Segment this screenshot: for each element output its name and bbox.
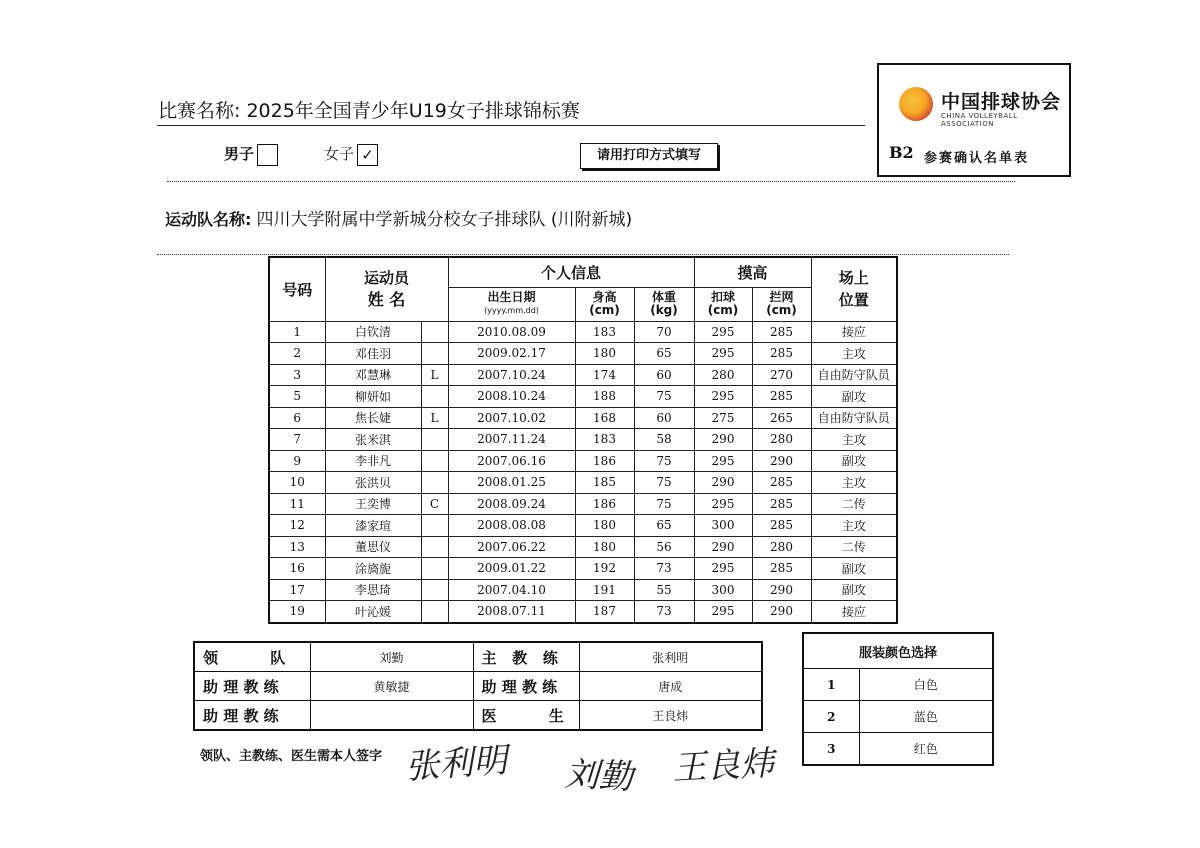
head-coach-label: 主 教 练 <box>473 642 579 672</box>
signature-doctor[interactable]: 王良炜 <box>671 743 776 789</box>
cell-spike[interactable]: 300 <box>694 579 752 601</box>
cell-name[interactable]: 张洪贝 <box>325 472 421 494</box>
header-spike-unit: (cm) <box>707 303 739 317</box>
header-athlete-line2: 姓 名 <box>367 290 406 310</box>
cell-no[interactable]: 19 <box>269 601 325 623</box>
cell-dob[interactable]: 2008.01.25 <box>448 472 575 494</box>
cell-name[interactable]: 邓慧琳 <box>325 364 421 386</box>
cell-pos[interactable]: 二传 <box>811 536 897 558</box>
header-personal-info: 个人信息 <box>448 257 694 287</box>
cell-no[interactable]: 6 <box>269 407 325 429</box>
uniform-option-1-color[interactable]: 白色 <box>859 669 993 701</box>
cell-no[interactable]: 7 <box>269 429 325 451</box>
signature-leader[interactable]: 刘勤 <box>563 754 634 798</box>
cell-weight[interactable]: 58 <box>634 429 694 451</box>
cell-dob[interactable]: 2007.06.16 <box>448 450 575 472</box>
cell-name[interactable]: 李非凡 <box>325 450 421 472</box>
table-row <box>269 601 897 623</box>
female-option <box>324 143 378 166</box>
cell-tag[interactable]: L <box>421 407 448 429</box>
cell-weight[interactable]: 60 <box>634 364 694 386</box>
uniform-option-3-no: 3 <box>803 733 859 766</box>
female-checkbox[interactable]: ✓ <box>357 144 378 166</box>
header-weight-label: 体重 <box>651 290 676 304</box>
cell-name[interactable]: 漆家瑄 <box>325 515 421 537</box>
form-title: 参赛确认名单表 <box>924 151 1030 166</box>
cell-block[interactable]: 265 <box>752 407 811 429</box>
cell-tag[interactable]: C <box>421 493 448 515</box>
assistant-coach-3-value[interactable] <box>310 701 473 731</box>
table-row <box>269 515 897 537</box>
uniform-option-2-color[interactable]: 蓝色 <box>859 701 993 733</box>
cell-height[interactable]: 180 <box>575 536 634 558</box>
cell-spike[interactable]: 295 <box>694 558 752 580</box>
cell-no[interactable]: 13 <box>269 536 325 558</box>
cell-spike[interactable]: 290 <box>694 472 752 494</box>
cell-weight[interactable]: 73 <box>634 558 694 580</box>
header-dob-label: 出生日期 <box>487 290 536 304</box>
header-height-unit: (cm) <box>589 303 620 317</box>
cell-dob[interactable]: 2007.10.02 <box>448 407 575 429</box>
cell-pos[interactable]: 自由防守队员 <box>811 407 897 429</box>
team-name: 四川大学附属中学新城分校女子排球队 (川附新城) <box>256 210 633 230</box>
cell-dob[interactable]: 2007.06.22 <box>448 536 575 558</box>
cell-weight[interactable]: 65 <box>634 343 694 365</box>
cell-weight[interactable]: 65 <box>634 515 694 537</box>
uniform-color-title: 服装颜色选择 <box>803 633 993 669</box>
cell-pos[interactable]: 副攻 <box>811 450 897 472</box>
cell-block[interactable]: 285 <box>752 343 811 365</box>
cell-height[interactable]: 183 <box>575 321 634 343</box>
cell-spike[interactable]: 295 <box>694 450 752 472</box>
cell-dob[interactable]: 2010.08.09 <box>448 321 575 343</box>
header-athlete <box>325 257 448 321</box>
association-title: 中国排球协会 <box>941 91 1062 113</box>
cell-name[interactable]: 柳妍如 <box>325 386 421 408</box>
cell-dob[interactable]: 2007.11.24 <box>448 429 575 451</box>
cell-no[interactable]: 12 <box>269 515 325 537</box>
volleyball-logo-icon <box>899 87 933 121</box>
header-block-label: 拦网 <box>769 290 794 304</box>
uniform-option-3-color[interactable]: 红色 <box>859 733 993 766</box>
header-athlete-line1: 运动员 <box>363 269 409 288</box>
header-spike <box>694 287 752 321</box>
header-block-unit: (cm) <box>766 303 797 317</box>
cell-name[interactable]: 邓佳羽 <box>325 343 421 365</box>
cell-weight[interactable]: 75 <box>634 450 694 472</box>
header-number: 号码 <box>269 257 325 321</box>
doctor-label: 医 生 <box>473 701 579 731</box>
cell-spike[interactable]: 290 <box>694 536 752 558</box>
cell-height[interactable]: 188 <box>575 386 634 408</box>
cell-pos[interactable]: 二传 <box>811 493 897 515</box>
cell-tag[interactable] <box>421 386 448 408</box>
cell-no[interactable]: 11 <box>269 493 325 515</box>
cell-name[interactable]: 王奕博 <box>325 493 421 515</box>
header-block <box>752 287 811 321</box>
cell-tag[interactable]: L <box>421 364 448 386</box>
table-row <box>269 429 897 451</box>
cell-block[interactable]: 290 <box>752 601 811 623</box>
cell-height[interactable]: 183 <box>575 429 634 451</box>
cell-block[interactable]: 285 <box>752 558 811 580</box>
cell-pos[interactable]: 自由防守队员 <box>811 364 897 386</box>
cell-weight[interactable]: 70 <box>634 321 694 343</box>
leader-label: 领 队 <box>194 642 310 672</box>
table-row <box>269 343 897 365</box>
cell-tag[interactable] <box>421 515 448 537</box>
cell-tag[interactable] <box>421 429 448 451</box>
cell-block[interactable]: 285 <box>752 493 811 515</box>
table-row <box>269 579 897 601</box>
cell-block[interactable]: 285 <box>752 386 811 408</box>
assistant-coach-3-label: 助 理 教 练 <box>194 701 310 731</box>
signature-head-coach[interactable]: 张利明 <box>403 740 509 788</box>
cell-weight[interactable]: 75 <box>634 386 694 408</box>
cell-weight[interactable]: 75 <box>634 472 694 494</box>
cell-no[interactable]: 3 <box>269 364 325 386</box>
cell-block[interactable]: 290 <box>752 579 811 601</box>
cell-tag[interactable] <box>421 343 448 365</box>
cell-height[interactable]: 191 <box>575 579 634 601</box>
cell-block[interactable]: 290 <box>752 450 811 472</box>
header-weight-unit: (kg) <box>650 303 678 317</box>
cell-no[interactable]: 16 <box>269 558 325 580</box>
cell-pos[interactable]: 接应 <box>811 321 897 343</box>
cell-weight[interactable]: 60 <box>634 407 694 429</box>
cell-height[interactable]: 174 <box>575 364 634 386</box>
signature-label: 领队、主教练、医生需本人签字 <box>200 749 383 764</box>
print-notice: 请用打印方式填写 <box>580 143 718 169</box>
cell-dob[interactable]: 2009.02.17 <box>448 343 575 365</box>
cell-name[interactable]: 张米淇 <box>325 429 421 451</box>
cell-name[interactable]: 董思仪 <box>325 536 421 558</box>
cell-dob[interactable]: 2008.07.11 <box>448 601 575 623</box>
header-dob <box>448 287 575 321</box>
cell-name[interactable]: 李思琦 <box>325 579 421 601</box>
cell-spike[interactable]: 295 <box>694 386 752 408</box>
divider-dotted-1 <box>167 181 1015 182</box>
header-height-label: 身高 <box>592 290 617 304</box>
table-row <box>269 536 897 558</box>
table-row <box>269 450 897 472</box>
cell-pos[interactable]: 主攻 <box>811 343 897 365</box>
team-label: 运动队名称: <box>165 210 252 229</box>
cell-height[interactable]: 187 <box>575 601 634 623</box>
cell-no[interactable]: 5 <box>269 386 325 408</box>
cell-pos[interactable]: 副攻 <box>811 386 897 408</box>
header-position-line1: 场上 <box>838 269 869 288</box>
table-row <box>269 472 897 494</box>
cell-spike[interactable]: 275 <box>694 407 752 429</box>
cell-dob[interactable]: 2008.09.24 <box>448 493 575 515</box>
cell-spike[interactable]: 295 <box>694 601 752 623</box>
cell-name[interactable]: 白钦清 <box>325 321 421 343</box>
assistant-coach-1-value[interactable]: 黄敏捷 <box>310 672 473 701</box>
table-row <box>269 558 897 580</box>
cell-tag[interactable] <box>421 601 448 623</box>
cell-spike[interactable]: 295 <box>694 343 752 365</box>
assistant-coach-2-value[interactable]: 唐成 <box>579 672 762 701</box>
uniform-option-1-no: 1 <box>803 669 859 701</box>
form-code: B2 <box>889 143 914 162</box>
header-dob-format: (yyyy.mm.dd) <box>484 306 539 315</box>
cell-block[interactable]: 280 <box>752 536 811 558</box>
cell-pos[interactable]: 主攻 <box>811 429 897 451</box>
cell-height[interactable]: 180 <box>575 515 634 537</box>
cell-spike[interactable]: 280 <box>694 364 752 386</box>
cell-tag[interactable] <box>421 450 448 472</box>
cell-pos[interactable]: 接应 <box>811 601 897 623</box>
cell-height[interactable]: 186 <box>575 493 634 515</box>
cell-weight[interactable]: 56 <box>634 536 694 558</box>
cell-weight[interactable]: 55 <box>634 579 694 601</box>
cell-spike[interactable]: 290 <box>694 429 752 451</box>
cell-height[interactable]: 168 <box>575 407 634 429</box>
cell-height[interactable]: 185 <box>575 472 634 494</box>
cell-no[interactable]: 2 <box>269 343 325 365</box>
cell-weight[interactable]: 73 <box>634 601 694 623</box>
cell-no[interactable]: 1 <box>269 321 325 343</box>
cell-no[interactable]: 17 <box>269 579 325 601</box>
staff-table <box>193 641 763 731</box>
cell-dob[interactable]: 2008.08.08 <box>448 515 575 537</box>
table-row <box>269 493 897 515</box>
uniform-color-table <box>802 632 994 766</box>
cell-height[interactable]: 186 <box>575 450 634 472</box>
cell-no[interactable]: 9 <box>269 450 325 472</box>
cell-spike[interactable]: 295 <box>694 493 752 515</box>
cell-spike[interactable]: 300 <box>694 515 752 537</box>
cell-name[interactable]: 涂旖旎 <box>325 558 421 580</box>
cell-block[interactable]: 280 <box>752 429 811 451</box>
team-row <box>165 205 632 230</box>
male-label: 男子 <box>224 145 255 163</box>
roster-body <box>269 321 897 623</box>
cell-block[interactable]: 285 <box>752 472 811 494</box>
assistant-coach-2-label: 助 理 教 练 <box>473 672 579 701</box>
roster-table <box>268 256 898 624</box>
cell-height[interactable]: 180 <box>575 343 634 365</box>
cell-tag[interactable] <box>421 536 448 558</box>
cell-pos[interactable]: 主攻 <box>811 472 897 494</box>
leader-value[interactable]: 刘勤 <box>310 642 473 672</box>
cell-dob[interactable]: 2007.04.10 <box>448 579 575 601</box>
cell-name[interactable]: 叶沁媛 <box>325 601 421 623</box>
match-label: 比赛名称: <box>158 100 241 122</box>
cell-name[interactable]: 焦长婕 <box>325 407 421 429</box>
cell-spike[interactable]: 295 <box>694 321 752 343</box>
cell-pos[interactable]: 副攻 <box>811 558 897 580</box>
cell-pos[interactable]: 主攻 <box>811 515 897 537</box>
cell-dob[interactable]: 2009.01.22 <box>448 558 575 580</box>
cell-height[interactable]: 192 <box>575 558 634 580</box>
match-underline <box>157 125 865 126</box>
cell-weight[interactable]: 75 <box>634 493 694 515</box>
header-spike-label: 扣球 <box>710 290 735 304</box>
association-logo-box <box>877 63 1071 177</box>
cell-block[interactable]: 285 <box>752 515 811 537</box>
cell-no[interactable]: 10 <box>269 472 325 494</box>
table-row <box>269 407 897 429</box>
header-position-line2: 位置 <box>838 291 869 310</box>
cell-tag[interactable] <box>421 321 448 343</box>
divider-dotted-2 <box>157 254 1009 255</box>
header-weight <box>634 287 694 321</box>
association-subtitle: CHINA VOLLEYBALL ASSOCIATION <box>941 112 1018 128</box>
cell-dob[interactable]: 2008.10.24 <box>448 386 575 408</box>
uniform-option-2-no: 2 <box>803 701 859 733</box>
head-coach-value[interactable]: 张利明 <box>579 642 762 672</box>
cell-tag[interactable] <box>421 472 448 494</box>
match-name: 2025年全国青少年U19女子排球锦标赛 <box>246 100 580 122</box>
cell-pos[interactable]: 副攻 <box>811 579 897 601</box>
header-reach: 摸高 <box>694 257 811 287</box>
female-label: 女子 <box>324 145 355 163</box>
male-option <box>224 143 278 166</box>
cell-block[interactable]: 270 <box>752 364 811 386</box>
header-height <box>575 287 634 321</box>
table-row <box>269 321 897 343</box>
match-name-row <box>158 96 580 123</box>
table-row <box>269 364 897 386</box>
header-position <box>811 257 897 321</box>
doctor-value[interactable]: 王良炜 <box>579 701 762 731</box>
cell-tag[interactable] <box>421 558 448 580</box>
cell-block[interactable]: 285 <box>752 321 811 343</box>
table-row <box>269 386 897 408</box>
male-checkbox[interactable] <box>257 144 278 166</box>
cell-dob[interactable]: 2007.10.24 <box>448 364 575 386</box>
cell-tag[interactable] <box>421 579 448 601</box>
assistant-coach-1-label: 助 理 教 练 <box>194 672 310 701</box>
